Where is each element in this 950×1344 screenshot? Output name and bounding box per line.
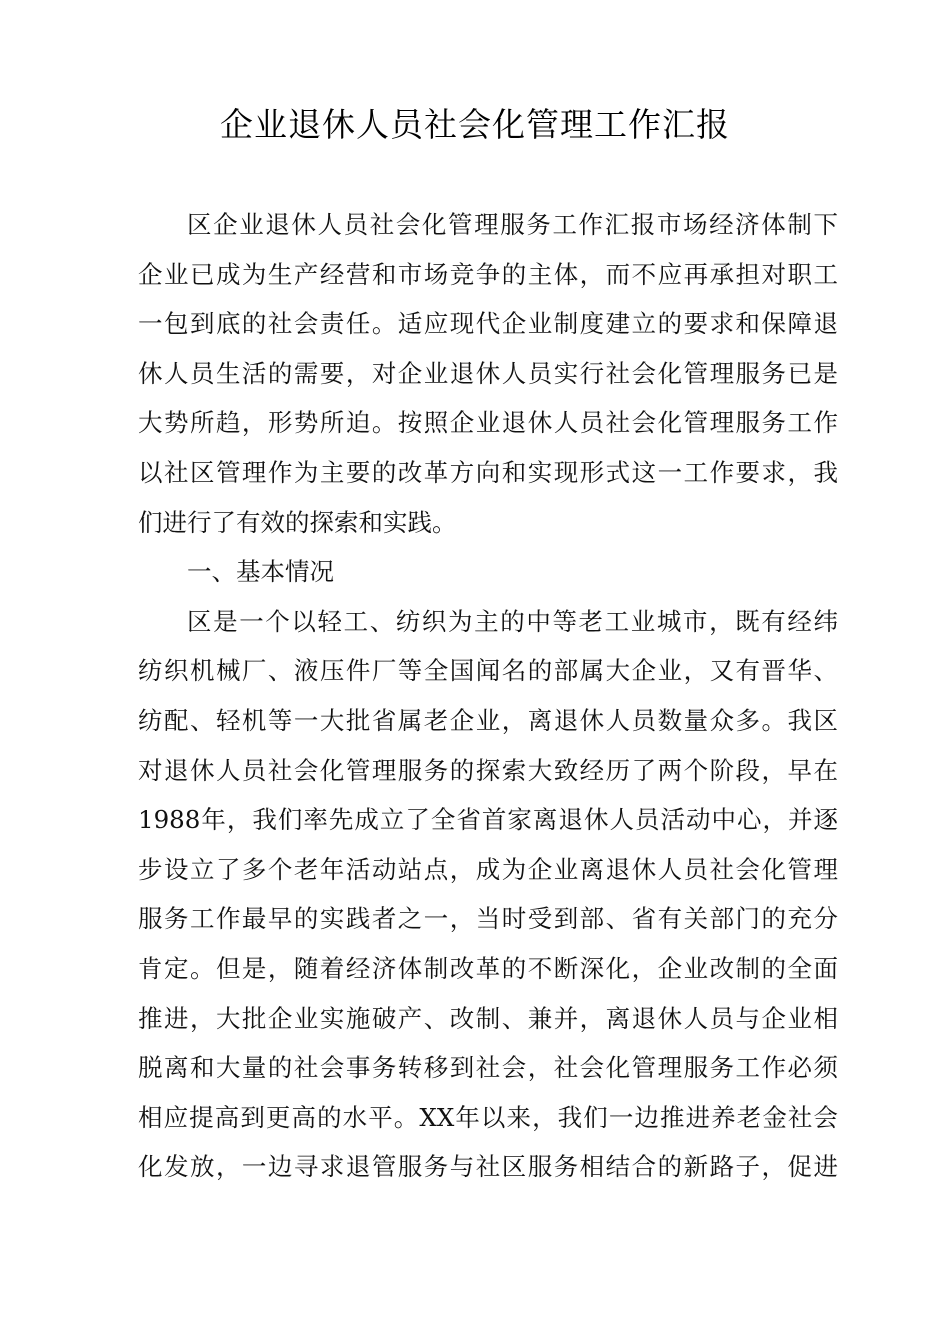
- text-line: 企业已成为生产经营和市场竞争的主体，而不应再承担对职工: [138, 259, 838, 289]
- text-line: 肯定。但是，随着经济体制改革的不断深化，企业改制的全面: [138, 953, 838, 983]
- text-line: 纺织机械厂、液压件厂等全国闻名的部属大企业，又有晋华、: [138, 656, 838, 686]
- text-line: 区是一个以轻工、纺织为主的中等老工业城市，既有经纬: [187, 606, 838, 636]
- text-line: 推进，大批企业实施破产、改制、兼并，离退休人员与企业相: [138, 1003, 838, 1033]
- text-line: 步设立了多个老年活动站点，成为企业离退休人员社会化管理: [138, 854, 838, 884]
- text-line: 化发放，一边寻求退管服务与社区服务相结合的新路子，促进: [138, 1152, 838, 1182]
- text-line: 区企业退休人员社会化管理服务工作汇报市场经济体制下: [187, 210, 838, 239]
- text-line: 纺配、轻机等一大批省属老企业，离退休人员数量众多。我区: [138, 705, 838, 735]
- text-line: 以社区管理作为主要的改革方向和实现形式这一工作要求，我: [138, 457, 838, 487]
- text-line: 一、基本情况: [187, 557, 334, 587]
- text-line: 脱离和大量的社会事务转移到社会，社会化管理服务工作必须: [138, 1053, 838, 1083]
- text-line: 休人员生活的需要，对企业退休人员实行社会化管理服务已是: [138, 358, 838, 388]
- text-line: 大势所趋，形势所迫。按照企业退休人员社会化管理服务工作: [138, 408, 838, 438]
- text-line: 们进行了有效的探索和实践。: [138, 507, 457, 537]
- text-line: 对退休人员社会化管理服务的探索大致经历了两个阶段，早在: [138, 755, 838, 785]
- document-body: [138, 200, 838, 1192]
- text-line: 1988年，我们率先成立了全省首家离退休人员活动中心，并逐: [138, 805, 838, 835]
- document-title: 企业退休人员社会化管理工作汇报: [220, 105, 730, 144]
- text-line: 相应提高到更高的水平。XX年以来，我们一边推进养老金社会: [138, 1102, 838, 1132]
- text-line: 服务工作最早的实践者之一，当时受到部、省有关部门的充分: [138, 904, 838, 934]
- text-line: 一包到底的社会责任。适应现代企业制度建立的要求和保障退: [138, 309, 838, 339]
